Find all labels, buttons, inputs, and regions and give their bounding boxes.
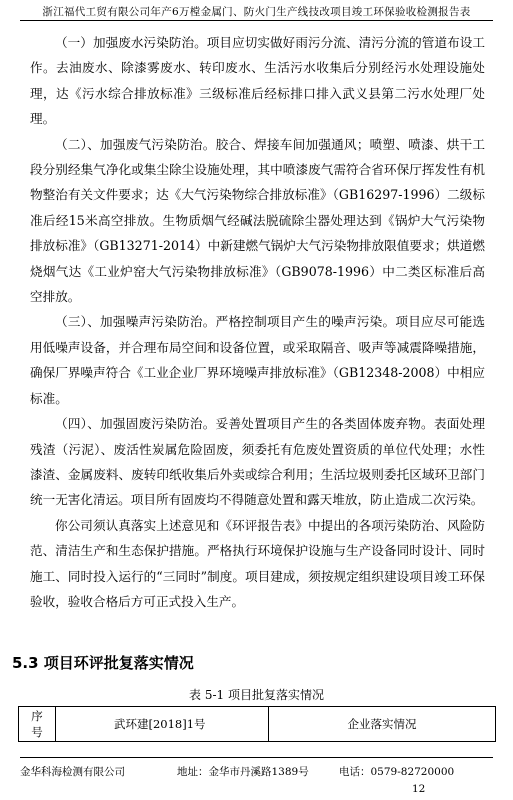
page-number: 12 <box>412 783 426 795</box>
header-cell-implementation: 企业落实情况 <box>269 707 496 742</box>
header-divider <box>20 20 493 21</box>
page-header: 浙江福代工贸有限公司年产6万樘金属门、防火门生产线技改项目竣工环保验收检测报告表 <box>42 6 471 18</box>
header-cell-approval: 武环建[2018]1号 <box>56 707 269 742</box>
body-text <box>30 30 485 614</box>
paragraph-wastewater: （一）加强废水污染防治。项目应切实做好雨污分流、清污分流的管道布设工作。去油废水、除漆雾废水、转印废水、生活污水收集后分别经污水处理设施处理，达《污水综合排放标准》三级标准后经标排口排入武义县第二污水处理厂处理。 <box>30 35 485 127</box>
table-header-row <box>19 707 496 742</box>
footer-divider <box>20 757 493 758</box>
paragraph-conclusion: 你公司须认真落实上述意见和《环评报告表》中提出的各项污染防治、风险防范、清洁生产和生态保护措施。严格执行环境保护设施与生产设备同时设计、同时施工、同时投入运行的“三同时”制度。项目建成，须按规定组织建设项目竣工环保验收，验收合格后方可正式投入生产。 <box>30 517 485 609</box>
paragraph-solid-waste: （四）、加强固废污染防治。妥善处置项目产生的各类固体废弃物。表面处理残渣（污泥）、废活性炭属危险固废，须委托有危废处置资质的单位代处理；水性漆渣、金属废料、废转印纸收集后外卖或综合利用；生活垃圾则委托区域环卫部门统一无害化清运。项目所有固废均不得随意处置和露天堆放，防止造成二次污染。 <box>30 416 485 508</box>
header-index-label: 序号 <box>31 709 43 739</box>
paragraph-exhaust-gas: （二）、加强废气污染防治。胶合、焊接车间加强通风；喷塑、喷漆、烘干工段分别经集气净化或集尘除尘设施处理，其中喷漆废气需符合省环保厅挥发性有机物整治有关文件要求；达《大气污染物综合排放标准》（GB16297-1996）二级标准后经15米高空排放。生物质烟气经碱法脱硫除尘器处理达到《锅炉大气污染物排放标准》（GB13271-2014）中新建燃气锅炉大气污染物排放限值要求；烘道燃烧烟气达《工业炉窑大气污染物排放标准》（GB9078-1996）中二类区标准后高空排放。 <box>30 136 485 305</box>
footer-phone: 电话：0579-82720000 <box>339 766 455 778</box>
paragraph-noise: （三）、加强噪声污染防治。严格控制项目产生的噪声污染。项目应尽可能选用低噪声设备，并合理布局空间和设备位置，或采取隔音、吸声等减震降噪措施，确保厂界噪声符合《工业企业厂界环境噪声排放标准》（GB12348-2008）中相应标准。 <box>30 314 485 406</box>
header-cell-index <box>19 707 56 742</box>
footer-company: 金华科海检测有限公司 <box>20 766 125 778</box>
table-caption: 表 5-1 项目批复落实情况 <box>189 688 324 702</box>
section-title: 5.3 项目环评批复落实情况 <box>12 654 194 672</box>
approval-table <box>18 706 496 742</box>
footer-address: 地址：金华市丹溪路1389号 <box>177 766 309 778</box>
